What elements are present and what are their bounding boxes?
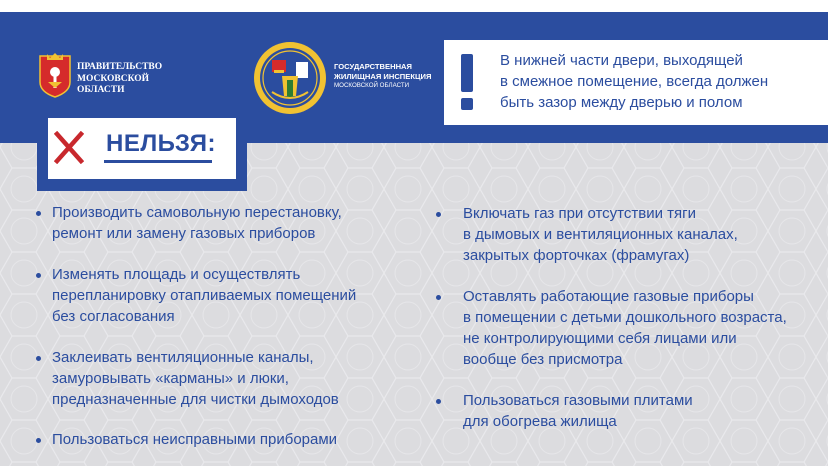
bullet-icon: [436, 212, 441, 217]
list-item: Изменять площадь и осуществлять перепланировку отапливаемых помещений без согласования: [52, 266, 357, 325]
bullet-icon: [36, 356, 41, 361]
bullet-icon: [436, 399, 441, 404]
notice-text: В нижней части двери, выходящей в смежное помещение, всегда должен быть зазор между дверью и полом: [500, 52, 769, 111]
list-item: Пользоваться газовыми плитами для обогрева жилища: [463, 392, 693, 430]
list-item: Пользоваться неисправными приборами: [52, 431, 338, 448]
list-item: Производить самовольную перестановку, ремонт или замену газовых приборов: [52, 204, 342, 242]
cross-icon: [54, 131, 84, 164]
government-title: ПРАВИТЕЛЬСТВО МОСКОВСКОЙ ОБЛАСТИ: [77, 62, 163, 95]
notice-box: [444, 40, 828, 125]
list-item: Оставлять работающие газовые приборы в помещении с детьми дошкольного возраста, не контролирующими себя лицами или вообще без присмотра: [463, 288, 787, 368]
bullet-icon: [436, 295, 441, 300]
bullet-icon: [36, 273, 41, 278]
moscow-oblast-coat-of-arms-icon: [38, 52, 72, 98]
exclamation-icon: [460, 54, 474, 110]
forbidden-heading: НЕЛЬЗЯ:: [106, 130, 217, 157]
inspection-title: ГОСУДАРСТВЕННАЯ ЖИЛИЩНАЯ ИНСПЕКЦИЯ: [334, 62, 432, 81]
top-strip: [0, 0, 828, 12]
housing-inspection-emblem-icon: [252, 40, 328, 116]
list-item: Заклеивать вентиляционные каналы, замуровывать «карманы» и люки, предназначенные для чистки дымоходов: [52, 349, 339, 408]
bullet-icon: [36, 211, 41, 216]
bullet-icon: [36, 438, 41, 443]
inspection-subtitle: МОСКОВСКОЙ ОБЛАСТИ: [334, 82, 410, 89]
list-item: Включать газ при отсутствии тяги в дымовых и вентиляционных каналах, закрытых форточках (фрамугах): [463, 205, 738, 264]
heading-underline: [104, 160, 212, 163]
